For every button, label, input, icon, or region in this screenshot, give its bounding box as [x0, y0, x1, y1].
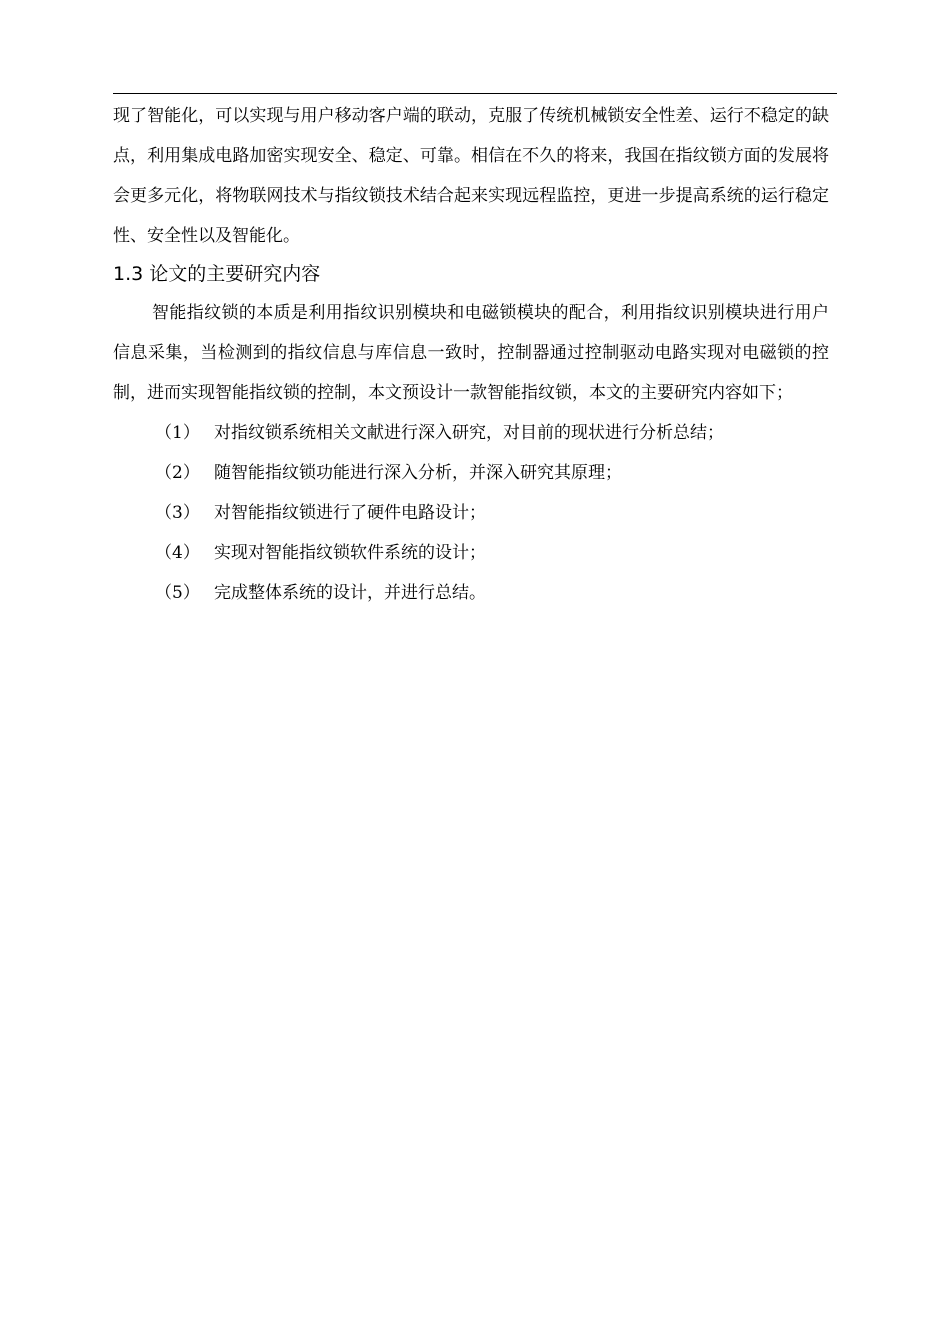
intro-paragraph [113, 96, 829, 256]
list-item-number: （1） [155, 423, 200, 443]
section-line-4: 文的主要研究内容如下； [606, 383, 793, 403]
list-item-text: 对指纹锁系统相关文献进行深入研究，对目前的现状进行分析总结； [214, 423, 724, 443]
research-content-list [113, 413, 829, 613]
section-line-1: 智能指纹锁的本质是利用指纹识别模块和电磁锁模块的配合，利用指纹识别模块 [152, 303, 760, 323]
section-paragraph [113, 293, 829, 413]
page-content [113, 96, 829, 613]
intro-line-3: 在指纹锁方面的发展将会更多元化，将物联网技术与指纹锁技术结合起来实现远程监 [113, 146, 830, 206]
list-item [113, 453, 829, 493]
intro-line-4: 控，更进一步提高系统的运行稳定性、安全性以及智能化。 [113, 186, 830, 246]
header-rule [113, 93, 837, 94]
list-item-text: 随智能指纹锁功能进行深入分析，并深入研究其原理； [214, 463, 622, 483]
list-item [113, 533, 829, 573]
section-line-3: 实现对电磁锁的控制，进而实现智能指纹锁的控制，本文预设计一款智能指纹锁，本 [113, 343, 830, 403]
section-heading: 1.3 论文的主要研究内容 [113, 263, 321, 285]
intro-line-1: 现了智能化，可以实现与用户移动客户端的联动，克服了传统机械锁安全性差、运行 [113, 106, 744, 126]
list-item [113, 493, 829, 533]
list-item [113, 413, 829, 453]
list-item-text: 对智能指纹锁进行了硬件电路设计； [214, 503, 486, 523]
list-item-text: 完成整体系统的设计，并进行总结。 [214, 583, 486, 603]
intro-line-2: 不稳定的缺点，利用集成电路加密实现安全、稳定、可靠。相信在不久的将来，我国 [113, 106, 830, 166]
section-line-2: 进行用户信息采集，当检测到的指纹信息与库信息一致时，控制器通过控制驱动电路 [113, 303, 830, 363]
list-item-number: （5） [155, 583, 200, 603]
list-item-text: 实现对智能指纹锁软件系统的设计； [214, 543, 486, 563]
list-item-number: （3） [155, 503, 200, 523]
list-item-number: （4） [155, 543, 200, 563]
list-item [113, 573, 829, 613]
list-item-number: （2） [155, 463, 200, 483]
